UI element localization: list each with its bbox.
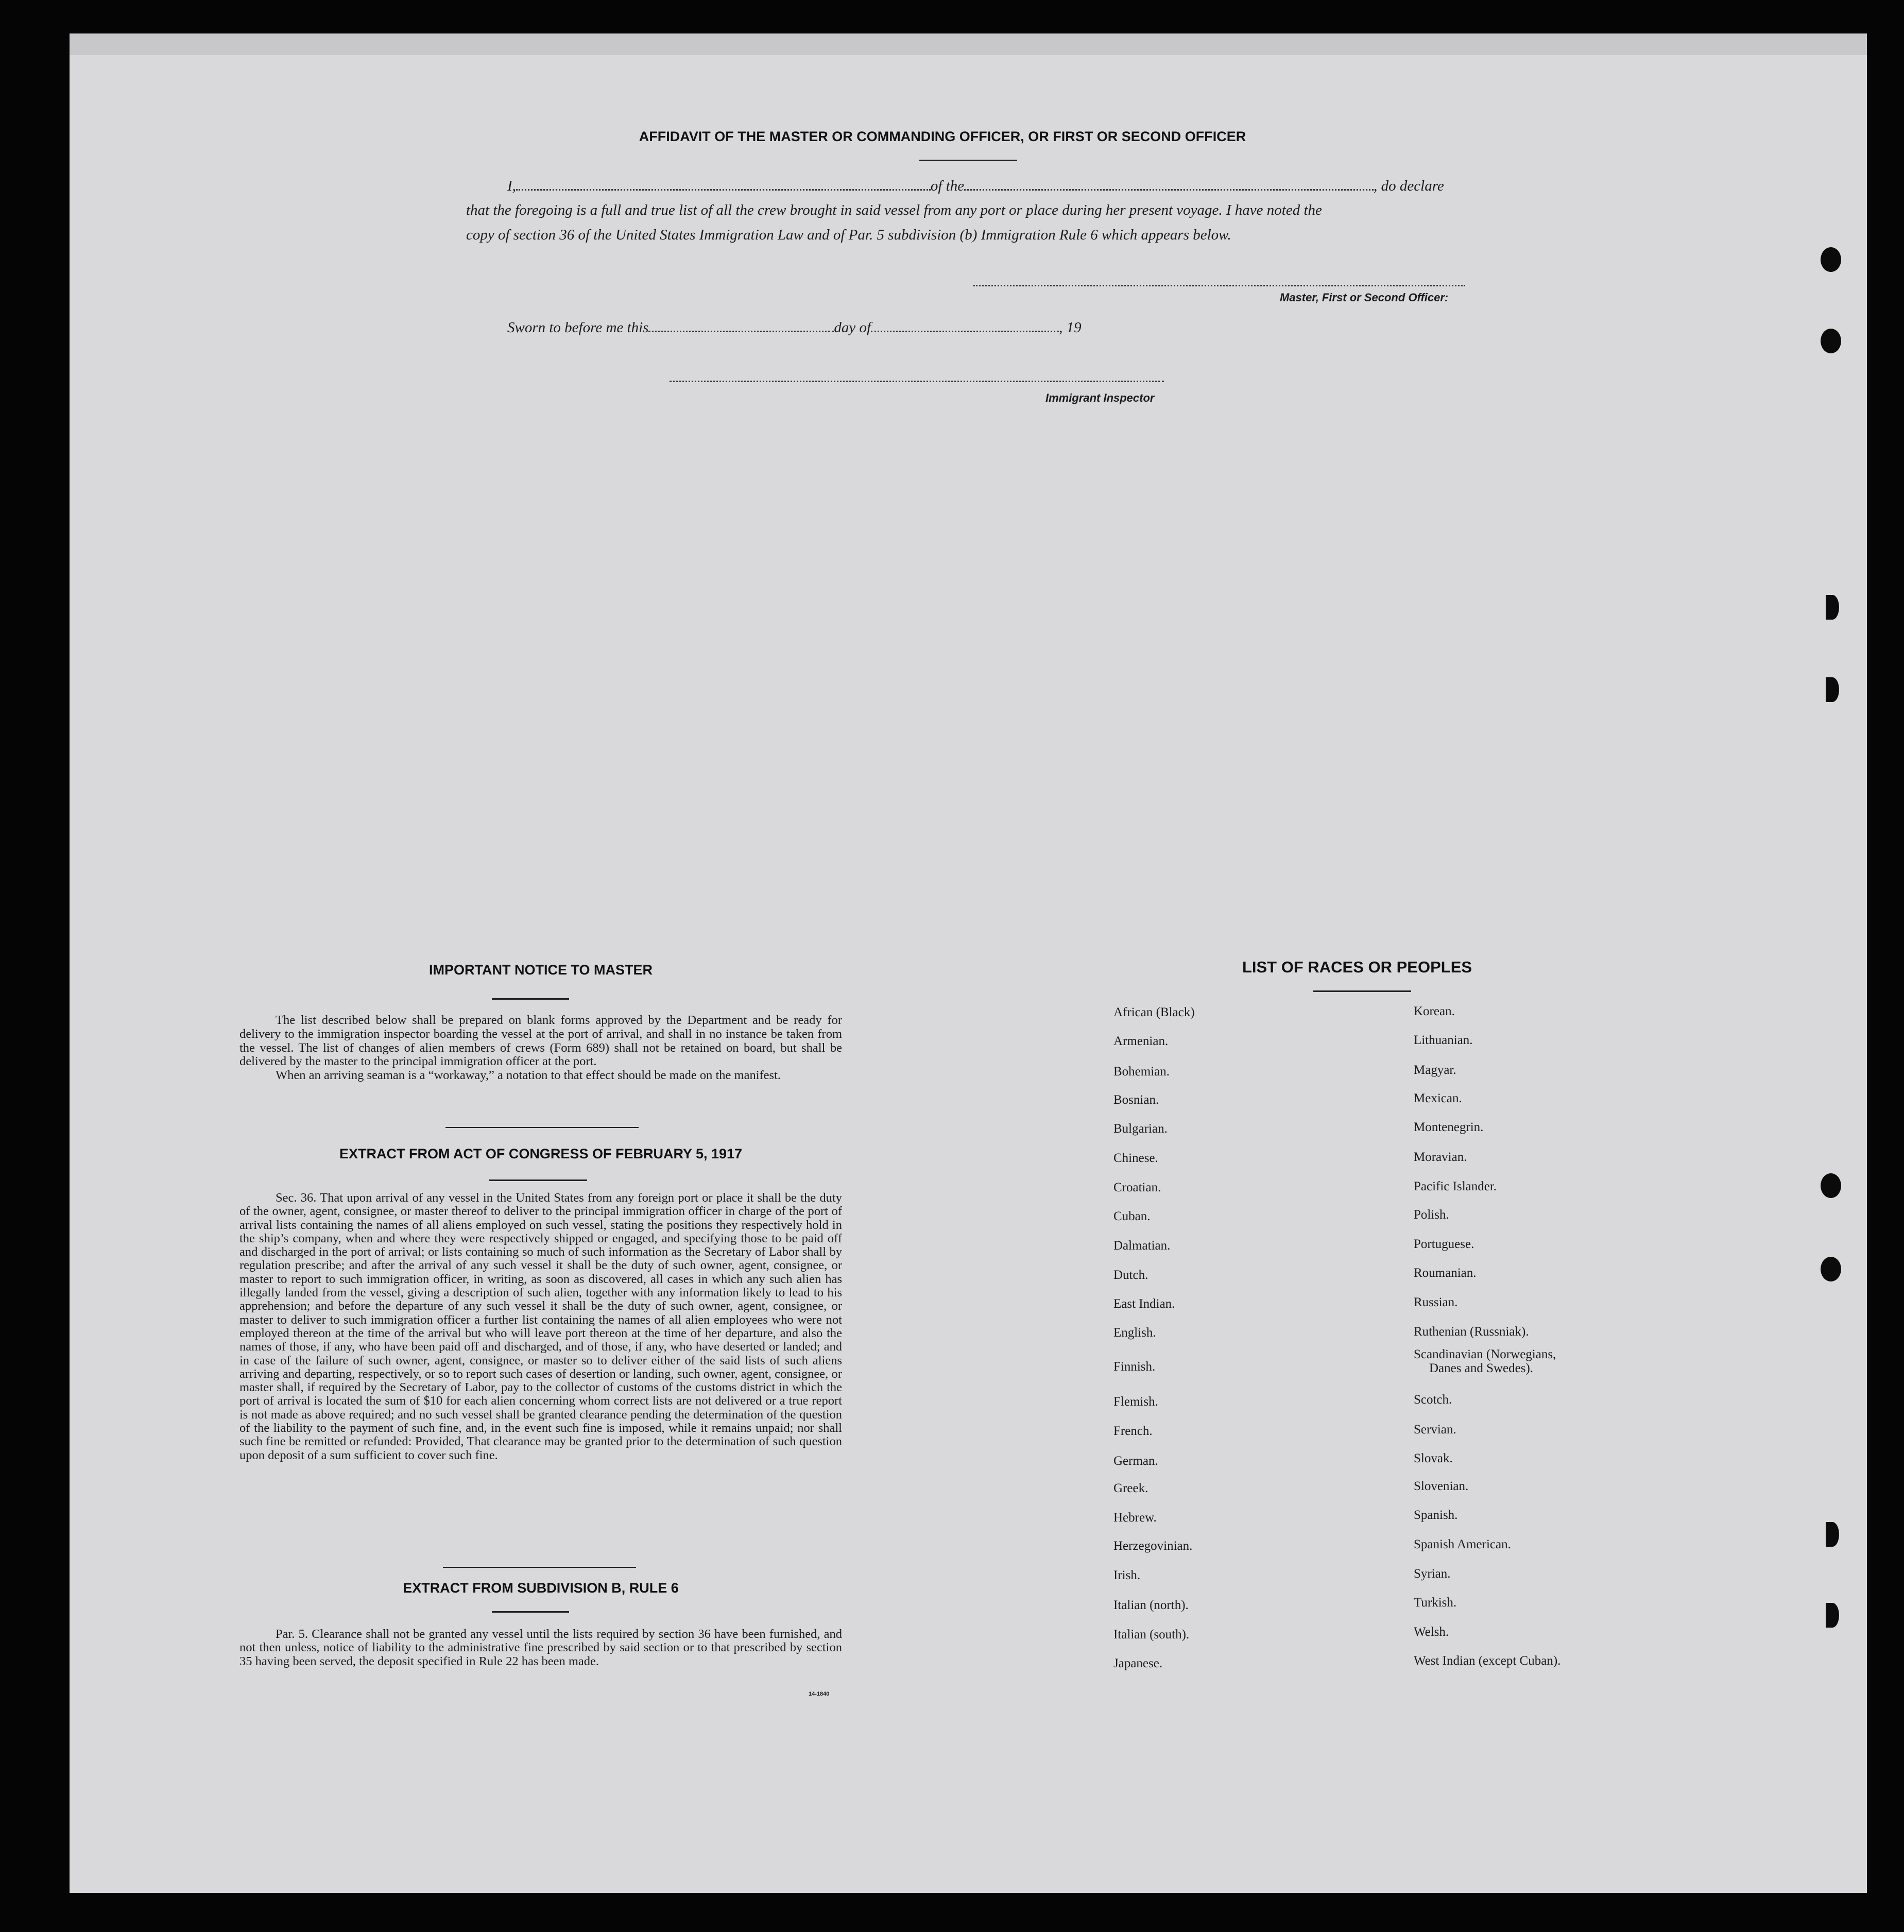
race-item: Polish. [1414, 1208, 1449, 1222]
race-item: Welsh. [1414, 1625, 1449, 1639]
binder-hole [1821, 1173, 1841, 1198]
race-item: Chinese. [1113, 1151, 1158, 1165]
race-item: Greek. [1113, 1481, 1148, 1495]
race-item: Slovak. [1414, 1451, 1453, 1465]
officer-signature-caption: Master, First or Second Officer: [1280, 291, 1449, 304]
race-item: Roumanian. [1414, 1266, 1477, 1280]
race-item: Spanish American. [1414, 1537, 1511, 1551]
race-item: Mexican. [1414, 1091, 1462, 1105]
race-item: East Indian. [1113, 1297, 1175, 1311]
race-item: Hebrew. [1113, 1511, 1157, 1525]
race-item: Cuban. [1113, 1209, 1151, 1223]
race-item: Servian. [1414, 1423, 1456, 1437]
sworn-label: Sworn to before me this [507, 319, 649, 336]
race-item: Bulgarian. [1113, 1122, 1168, 1136]
race-item: Japanese. [1113, 1656, 1163, 1670]
notice-paragraph-2: When an arriving seaman is a “workaway,” a notation to that effect should be made on the manifest. [276, 1068, 781, 1083]
race-item: Montenegrin. [1414, 1120, 1484, 1134]
vessel-name-field[interactable] [964, 189, 1374, 191]
race-item: Moravian. [1414, 1150, 1467, 1164]
race-item: Armenian. [1113, 1034, 1169, 1048]
race-item: Finnish. [1113, 1360, 1156, 1374]
notice-title: IMPORTANT NOTICE TO MASTER [429, 962, 653, 978]
race-item: Dutch. [1113, 1268, 1148, 1282]
race-item: Danes and Swedes). [1429, 1361, 1534, 1375]
declare-label: , do declare [1374, 178, 1444, 194]
race-item: Scandinavian (Norwegians, [1414, 1347, 1556, 1361]
races-title: LIST OF RACES OR PEOPLES [1242, 958, 1472, 976]
race-item: Portuguese. [1414, 1237, 1474, 1251]
race-item: Irish. [1113, 1568, 1141, 1582]
inspector-signature-line[interactable] [670, 380, 1164, 382]
form-number: 14-1840 [809, 1691, 830, 1697]
document-page [70, 33, 1867, 1893]
inspector-signature-caption: Immigrant Inspector [1045, 391, 1155, 404]
declaration-line-2: that the foregoing is a full and true list of all the crew brought in said vessel from any port or place during her present voyage. I have noted the [466, 202, 1322, 218]
rule-extract-body: Par. 5. Clearance shall not be granted any vessel until the lists required by section 36 have been furnished, and not then unless, notice of liability to the administrative fine prescribed by said section or to that prescribed by section 35 having been served, the deposit specified in Rule 22 has been made. [239, 1627, 842, 1668]
act-extract-body: Sec. 36. That upon arrival of any vessel in the United States from any foreign port or place it shall be the duty of the owner, agent, consignee, or master thereof to deliver to the principal immigration officer in charge of the port of arrival lists containing the names of all aliens employed on such vessel, stating the positions they respectively hold in the ship’s company, when and where they were respectively shipped or engaged, and specifying those to be paid off and discharged in the port of arrival; or lists containing so much of such information as the Secretary of Labor shall by regulation prescribe; and after the arrival of any such vessel it shall be the duty of such owner, agent, consignee, or master to report to such immigration officer, in writing, as soon as discovered, all cases in which any such alien has illegally landed from the vessel, giving a description of such alien, together with any information likely to lead to his apprehension; and before the departure of any such vessel it shall be the duty of such owner, agent, consignee, or master to deliver to such immigration officer a further list containing the names of all alien employees who were not employed thereon at the time of the arrival but who will leave port thereon at the time of her departure, and also the names of those, if any, who have been paid off and discharged, and of those, if any, who have deserted or landed; and in case of the failure of such owner, agent, consignee, or master so to deliver either of the said lists of such aliens arriving and departing, respectively, or so to report such cases of desertion or landing, such owner, agent, consignee, or master shall, if required by the Secretary of Labor, pay to the collector of customs of the customs district in which the port of arrival is located the sum of $10 for each alien concerning whom correct lists are not delivered or a true report is not made as above required; and no such vessel shall be granted clearance pending the determination of the question of the liability to the payment of such fine, and, in the event such fine is imposed, while it remains unpaid; nor shall such fine be remitted or refunded: Provided, That clearance may be granted prior to the determination of such question upon deposit of a sum sufficient to cover such fine. [239, 1191, 842, 1462]
binder-hole [1821, 1257, 1841, 1281]
race-item: Italian (north). [1113, 1598, 1189, 1612]
declaration-line-1 [507, 178, 1444, 195]
vessel-label: of the [930, 178, 965, 194]
race-item: West Indian (except Cuban). [1414, 1654, 1561, 1668]
race-item: Dalmatian. [1113, 1239, 1171, 1253]
section-divider [445, 1127, 639, 1128]
race-item: Italian (south). [1113, 1628, 1190, 1642]
race-item: French. [1113, 1424, 1153, 1438]
race-item: Croatian. [1113, 1181, 1161, 1194]
race-item: Spanish. [1414, 1508, 1458, 1522]
affidavit-title: AFFIDAVIT OF THE MASTER OR COMMANDING OFFICER, OR FIRST OR SECOND OFFICER [639, 129, 1246, 144]
binder-hole [1826, 677, 1839, 702]
act-extract-title: EXTRACT FROM ACT OF CONGRESS OF FEBRUARY 5, 1917 [339, 1146, 743, 1161]
binder-hole [1821, 329, 1841, 353]
race-item: Scotch. [1414, 1393, 1452, 1407]
race-item: Lithuanian. [1414, 1033, 1473, 1047]
race-item: Bohemian. [1113, 1065, 1170, 1079]
notice-body [239, 1014, 842, 1083]
race-item: Turkish. [1414, 1596, 1457, 1610]
binder-hole [1821, 247, 1841, 272]
sworn-month-field[interactable] [871, 330, 1059, 332]
race-item: Flemish. [1113, 1395, 1158, 1409]
officer-signature-line[interactable] [973, 284, 1465, 286]
binder-hole [1826, 595, 1839, 620]
rule-extract-title: EXTRACT FROM SUBDIVISION B, RULE 6 [403, 1580, 679, 1596]
section-divider-2 [443, 1567, 636, 1568]
declaration-line-3: copy of section 36 of the United States Immigration Law and of Par. 5 subdivision (b) Immigration Rule 6 which appears below. [466, 227, 1231, 243]
race-item: Bosnian. [1113, 1093, 1159, 1107]
binder-hole [1826, 1522, 1839, 1547]
race-item: English. [1113, 1326, 1156, 1340]
declarant-label: I, [507, 178, 516, 194]
title-underline [919, 160, 1017, 161]
binder-hole [1826, 1603, 1839, 1628]
sworn-line [507, 319, 1082, 336]
notice-title-underline [492, 998, 569, 1000]
page-top-edge [70, 33, 1867, 55]
sworn-day-field[interactable] [648, 330, 834, 332]
race-item: Slovenian. [1414, 1479, 1469, 1493]
race-item: African (Black) [1113, 1005, 1195, 1019]
race-item: Ruthenian (Russniak). [1414, 1325, 1529, 1339]
declarant-name-field[interactable] [516, 189, 931, 191]
race-item: Magyar. [1414, 1063, 1456, 1077]
year-label: , 19 [1059, 319, 1082, 336]
rule-title-underline [492, 1611, 569, 1613]
day-of-label: day of [834, 319, 871, 336]
race-item: Syrian. [1414, 1567, 1451, 1581]
race-item: Russian. [1414, 1295, 1458, 1309]
notice-paragraph-1: The list described below shall be prepared on blank forms approved by the Department and be ready for delivery to the immigration inspector boarding the vessel at the port of arrival, and shall in no instance be taken from the vessel. The list of changes of alien members of crews (Form 689) shall not be retained on board, but shall be delivered by the master to the principal immigration officer at the port. [239, 1013, 842, 1069]
act-title-underline [489, 1179, 587, 1181]
race-item: German. [1113, 1454, 1158, 1468]
race-item: Korean. [1414, 1004, 1455, 1018]
race-item: Herzegovinian. [1113, 1539, 1193, 1553]
race-item: Pacific Islander. [1414, 1179, 1497, 1193]
races-title-underline [1313, 990, 1411, 992]
